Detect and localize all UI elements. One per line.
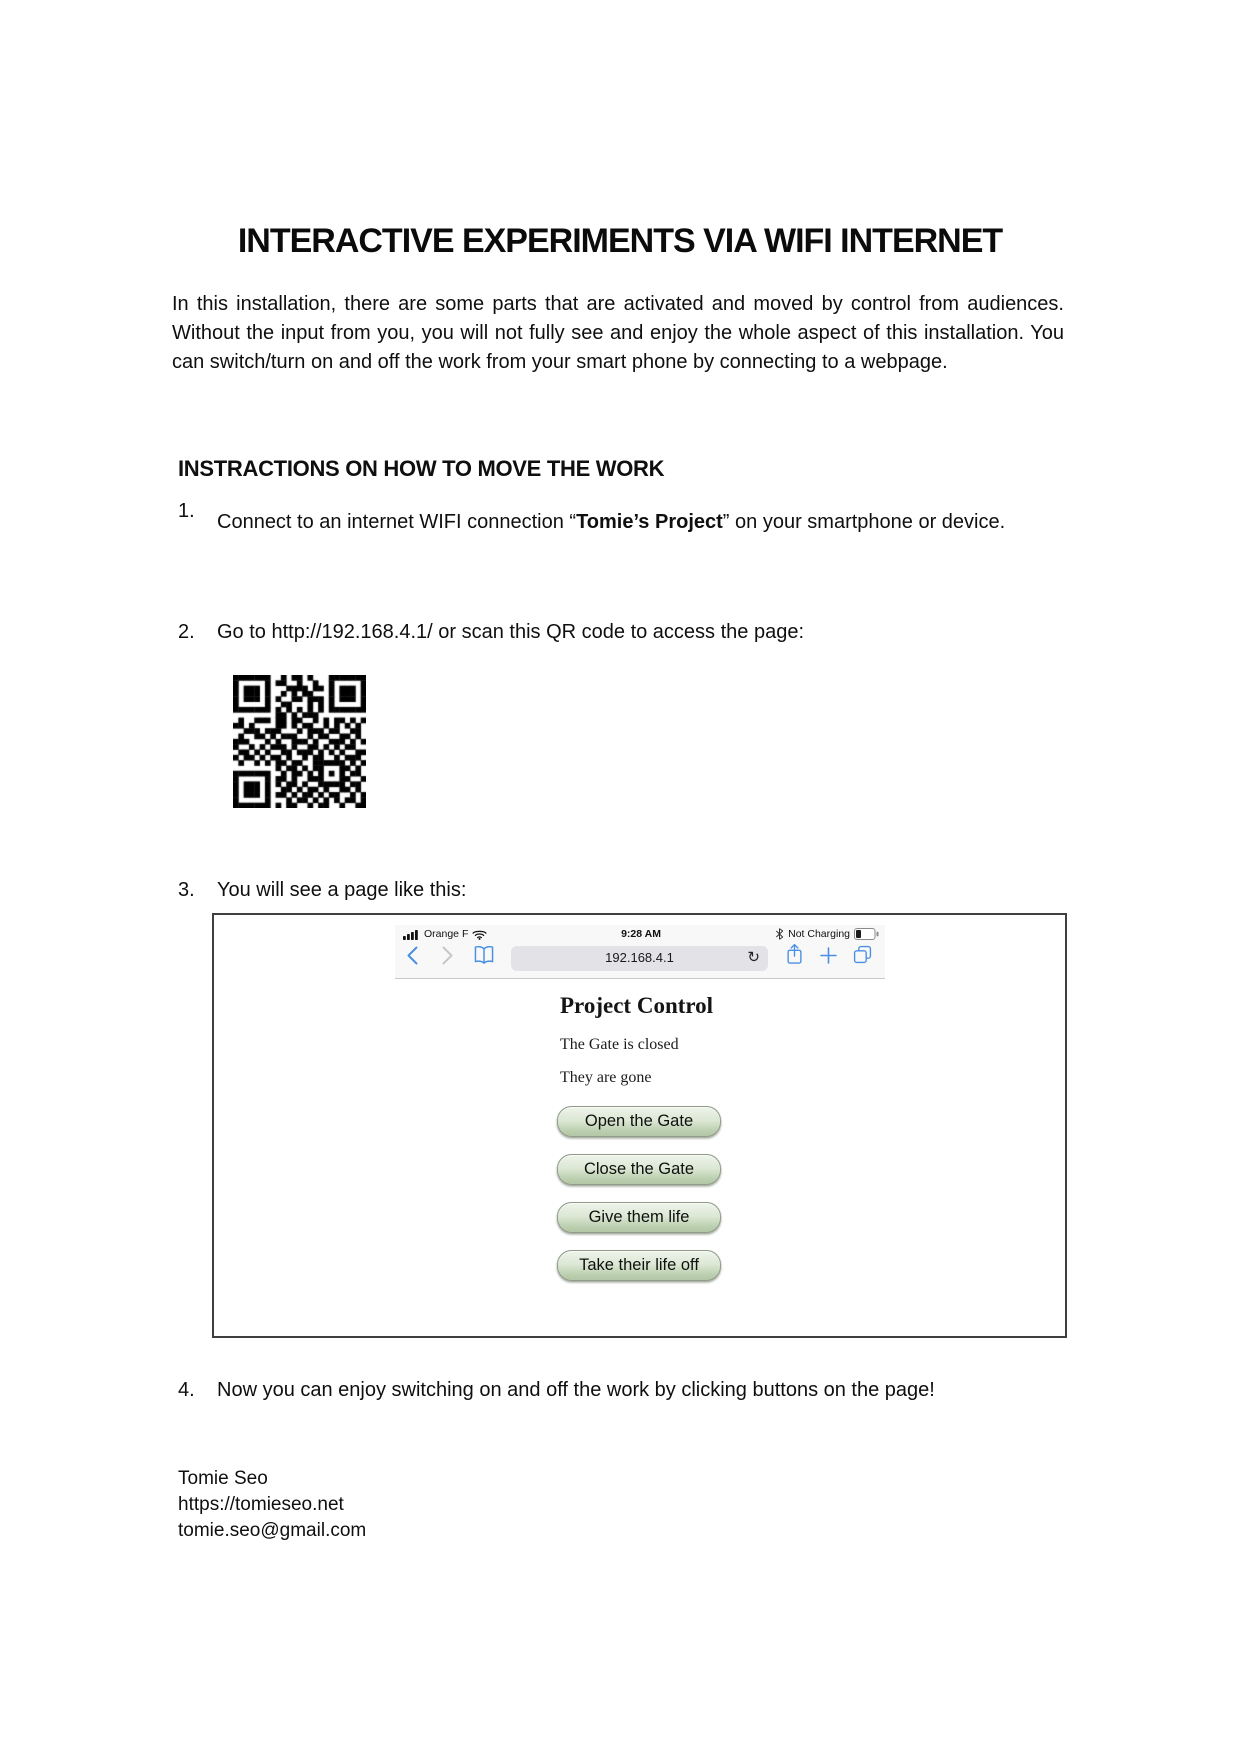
plus-icon: [820, 947, 837, 964]
battery-status-label: Not Charging: [788, 928, 850, 940]
status-bar-right: [775, 928, 879, 940]
step-1-text-suffix: ” on your smartphone or device.: [722, 511, 1006, 533]
chevron-right-icon: [441, 946, 454, 965]
new-tab-button[interactable]: [820, 947, 837, 969]
reload-button[interactable]: ↻: [747, 948, 760, 966]
step-2-text: Go to http://192.168.4.1/ or scan this QR code to access the page:: [217, 621, 805, 643]
tabs-icon: [853, 945, 872, 964]
step-1-number: 1.: [178, 500, 195, 522]
intro-paragraph: In this installation, there are some parts that are activated and moved by control from audiences. Without the input from you, you will not fully see and enjoy the whole aspect of this installation. You can switch/turn on and off the work from your smart phone by connecting to a webpage.: [172, 293, 1064, 373]
section-heading: INSTRACTIONS ON HOW TO MOVE THE WORK: [178, 456, 665, 481]
qr-code-wrap: [233, 675, 366, 808]
footer-contact: [178, 1466, 366, 1544]
safari-browser-chrome: [395, 925, 885, 979]
author-name: Tomie Seo: [178, 1468, 268, 1489]
close-gate-button[interactable]: Close the Gate: [557, 1154, 721, 1185]
step-3: [178, 879, 1066, 902]
give-life-button[interactable]: Give them life: [557, 1202, 721, 1233]
back-button[interactable]: [406, 946, 419, 970]
project-control-title: Project Control: [560, 993, 714, 1018]
open-gate-button[interactable]: Open the Gate: [557, 1106, 721, 1137]
page-title: INTERACTIVE EXPERIMENTS VIA WIFI INTERNET: [237, 222, 1003, 260]
bookmarks-button[interactable]: [473, 945, 495, 970]
step-4-text: Now you can enjoy switching on and off the work by clicking buttons on the page!: [217, 1379, 935, 1401]
step-3-text: You will see a page like this:: [217, 879, 467, 901]
step-1-text: [217, 500, 1065, 544]
step-3-number: 3.: [178, 879, 195, 901]
wifi-network-name: Tomie’s Project: [576, 511, 723, 533]
step-1: [178, 500, 1066, 544]
screenshot-frame: [212, 913, 1067, 1338]
step-2-number: 2.: [178, 621, 195, 643]
status-bar-time: 9:28 AM: [621, 928, 661, 940]
forward-button[interactable]: [441, 946, 454, 970]
battery-icon: [854, 928, 879, 940]
step-4-number: 4.: [178, 1379, 195, 1401]
author-website: https://tomieseo.net: [178, 1494, 344, 1515]
bluetooth-icon: [775, 928, 784, 940]
life-status-text: They are gone: [560, 1069, 652, 1086]
url-field[interactable]: [511, 946, 768, 971]
url-text: 192.168.4.1: [605, 950, 674, 965]
share-button[interactable]: [786, 943, 803, 970]
qr-code: [233, 675, 366, 808]
step-4: [178, 1379, 1066, 1402]
step-2: [178, 621, 1066, 644]
author-email: tomie.seo@gmail.com: [178, 1520, 367, 1541]
tabs-button[interactable]: [853, 945, 872, 969]
carrier-label: Orange F: [424, 928, 469, 940]
share-icon: [786, 943, 803, 965]
gate-status-text: The Gate is closed: [560, 1036, 679, 1053]
chevron-left-icon: [406, 946, 419, 965]
open-book-icon: [473, 945, 495, 965]
step-1-text-prefix: Connect to an internet WIFI connection “: [217, 511, 577, 533]
ios-status-bar: [403, 928, 879, 942]
take-life-off-button[interactable]: Take their life off: [557, 1250, 721, 1281]
